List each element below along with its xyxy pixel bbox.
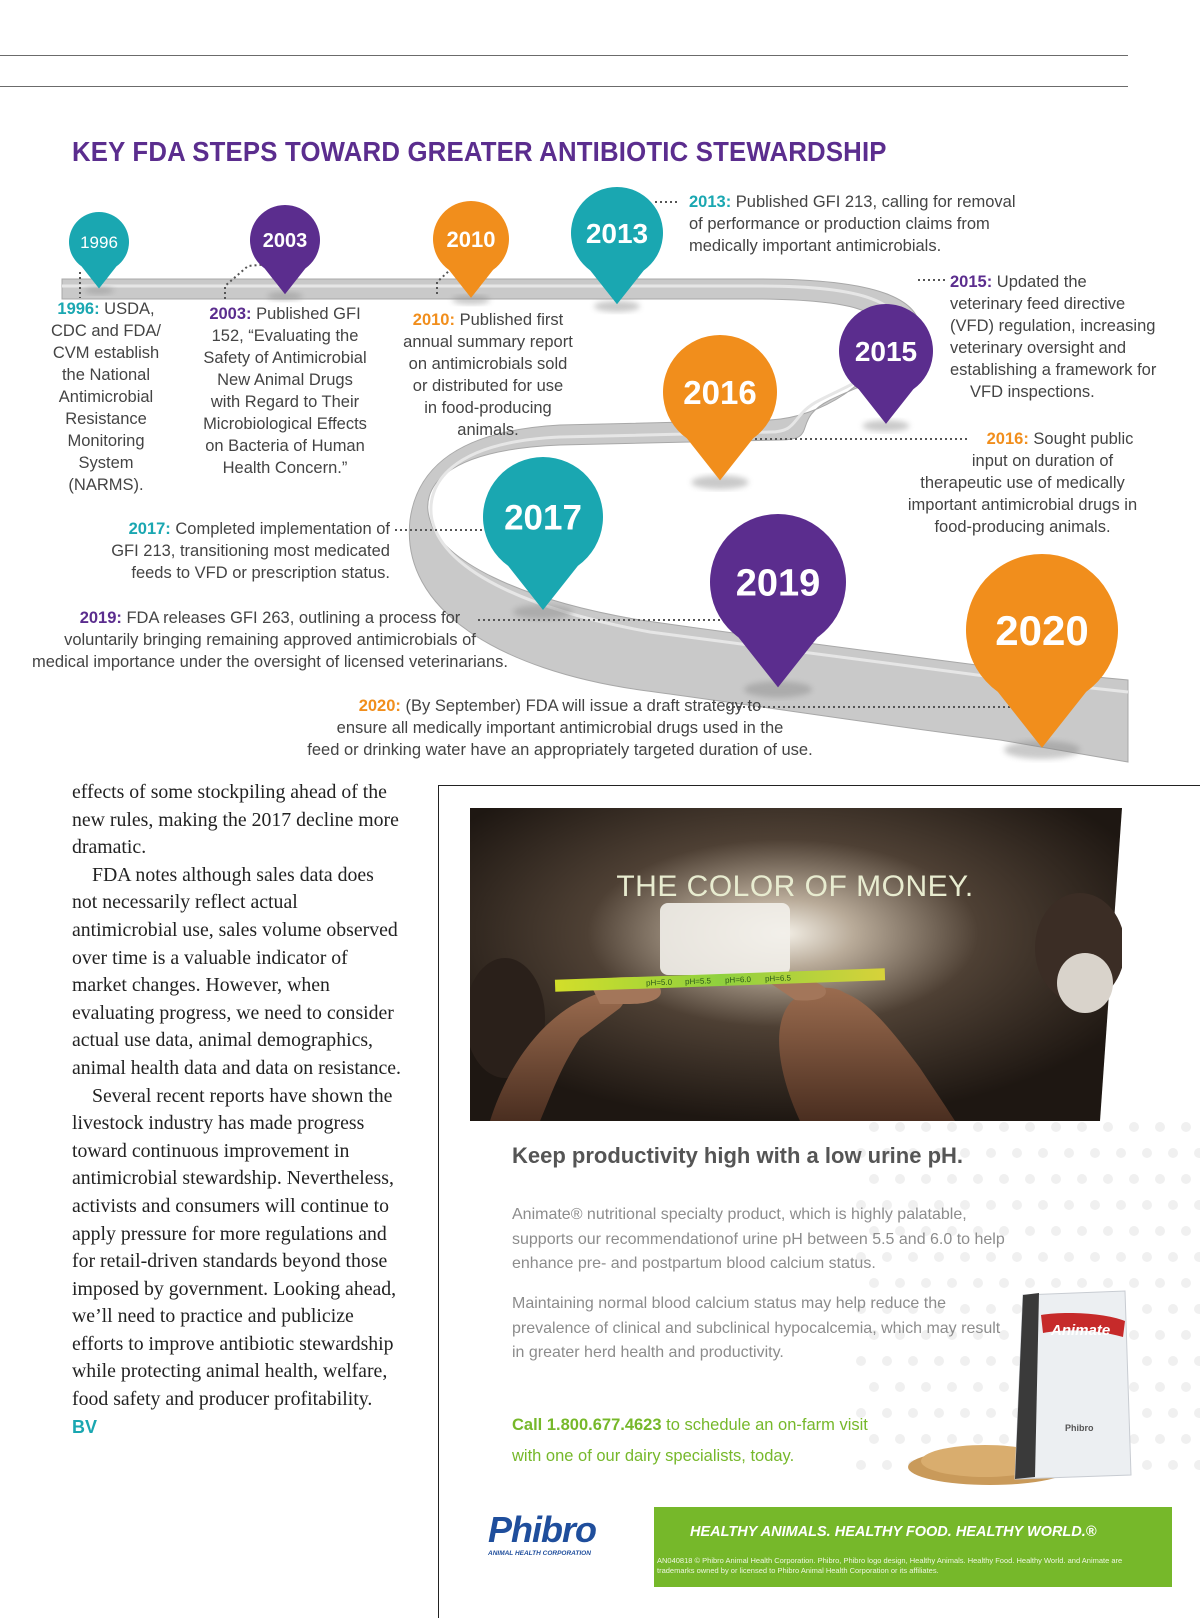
ad-cta-text: to schedule an on-farm visit <box>661 1416 868 1434</box>
hands-ph-strip-photo <box>470 808 1122 1121</box>
pin-year-label: 2013 <box>585 218 649 250</box>
ad-body-2: Maintaining normal blood calcium status may help reduce the prevalence of clinical and subclinical hypocalcemia, which may result in greater herd health and productivity. <box>512 1295 1001 1361</box>
phibro-logo-subtitle: ANIMAL HEALTH CORPORATION <box>488 1550 591 1557</box>
event-2003-text: Published GFI <box>251 305 361 323</box>
event-1996-year: 1996: <box>57 300 100 318</box>
animate-product-bag <box>905 1285 1135 1485</box>
ad-photo <box>470 808 1122 1121</box>
event-2015-year: 2015: <box>950 273 993 291</box>
event-2015-text: VFD inspections. <box>970 383 1095 401</box>
event-2010-text: annual summary report <box>403 333 573 351</box>
ad-subhead: Keep productivity high with a low urine pH. <box>512 1143 964 1168</box>
event-2016-text: Sought public <box>1028 430 1134 448</box>
strip-label: pH=6.5 <box>764 973 792 984</box>
event-2019-year: 2019: <box>79 609 122 627</box>
event-2010-text: or distributed for use <box>412 377 564 395</box>
event-2016-text: food-producing animals. <box>934 518 1111 536</box>
bag-maker-label: Phibro <box>1065 1423 1094 1433</box>
event-2013 <box>689 191 1049 257</box>
event-2015-text: veterinary oversight and <box>950 339 1127 357</box>
event-2015-text: (VFD) regulation, increasing <box>950 317 1156 335</box>
event-2016-year: 2016: <box>986 430 1029 448</box>
article-body <box>72 779 402 1441</box>
event-2017-text: Completed implementation of <box>170 520 390 538</box>
event-2020-text: feed or drinking water have an appropriately targeted duration of use. <box>307 741 813 759</box>
event-2013-text: medically important antimicrobials. <box>689 237 942 255</box>
ad-headline: THE COLOR OF MONEY. <box>616 870 974 903</box>
event-2003-text: on Bacteria of Human <box>205 437 365 455</box>
pin-year-label: 2010 <box>446 226 496 252</box>
event-2019 <box>30 607 510 673</box>
event-2010-text: in food-producing <box>424 399 552 417</box>
event-2003-text: New Animal Drugs <box>217 371 353 389</box>
event-2010 <box>388 309 588 441</box>
event-2013-text: Published GFI 213, calling for removal <box>731 193 1016 211</box>
event-2015 <box>950 271 1190 403</box>
phibro-logo <box>488 1510 648 1570</box>
pin-year-label: 2020 <box>995 607 1089 655</box>
pin-year-label: 2017 <box>504 498 582 538</box>
event-2013-year: 2013: <box>689 193 732 211</box>
ad-cta-text: with one of our dairy specialists, today. <box>512 1447 795 1465</box>
event-2003 <box>190 303 380 479</box>
event-1996-text: Monitoring <box>67 432 145 450</box>
event-2003-year: 2003: <box>209 305 252 323</box>
pin-year-label: 2003 <box>262 230 308 253</box>
event-2017-text: GFI 213, transitioning most medicated <box>111 542 390 560</box>
event-2017-text: feeds to VFD or prescription status. <box>131 564 390 582</box>
event-2020-year: 2020: <box>358 697 401 715</box>
event-1996-text: (NARMS). <box>68 476 144 494</box>
event-2015-text: establishing a framework for <box>950 361 1157 379</box>
event-2010-year: 2010: <box>412 311 455 329</box>
ad-slogan: HEALTHY ANIMALS. HEALTHY FOOD. HEALTHY WORLD.® <box>690 1524 1097 1540</box>
event-2010-text: on antimicrobials sold <box>408 355 568 373</box>
event-1996-text: System <box>78 454 134 472</box>
event-2016-text: therapeutic use of medically <box>920 474 1125 492</box>
bag-brand-label: Animate <box>1051 1322 1111 1339</box>
pin-year-label: 2015 <box>854 336 918 368</box>
event-2020-text: ensure all medically important antimicrobial drugs used in the <box>336 719 784 737</box>
event-2015-text: veterinary feed directive <box>950 295 1126 313</box>
event-2003-text: Microbiological Effects <box>203 415 367 433</box>
pin-year-label: 1996 <box>80 233 118 253</box>
event-2017 <box>90 518 390 584</box>
event-1996-text: Antimicrobial <box>58 388 154 406</box>
ad-call-to-action <box>512 1410 932 1472</box>
event-2003-text: with Regard to Their <box>210 393 360 411</box>
ad-fine-print: AN040818 © Phibro Animal Health Corporation. Phibro, Phibro logo design, Healthy Animals. Healthy Food. Healthy World. and Animate are trademarks owned by or licensed to Phibro Animal Health Corporation or its affiliates. <box>657 1556 1123 1575</box>
signoff-mark: BV <box>72 1416 98 1437</box>
event-2016-text: important antimicrobial drugs in <box>907 496 1138 514</box>
pin-year-label: 2016 <box>683 373 757 411</box>
ad-phone-number[interactable]: Call 1.800.677.4623 <box>512 1416 662 1434</box>
event-1996-text: CVM establish <box>52 344 160 362</box>
event-2010-text: animals. <box>457 421 519 439</box>
event-2020 <box>290 695 830 761</box>
article-paragraph <box>72 1083 402 1442</box>
event-1996-text: USDA, <box>99 300 155 318</box>
slogan-bar <box>654 1507 1172 1587</box>
event-2003-text: Health Concern.” <box>222 459 348 477</box>
event-2016-text: input on duration of <box>971 452 1114 470</box>
event-2013-text: of performance or production claims from <box>689 215 990 233</box>
event-2010-text: Published first <box>454 311 564 329</box>
event-2019-text: voluntarily bringing remaining approved antimicrobials of <box>64 631 476 649</box>
event-1996-text: CDC and FDA/ <box>50 322 162 340</box>
ad-body-1: Animate® nutritional specialty product, which is highly palatable, supports our recommendationof urine pH between 5.5 and 6.0 to help enhance pre- and postpartum blood calcium status. <box>512 1206 1005 1272</box>
strip-label: pH=5.0 <box>645 977 673 988</box>
article-paragraph: effects of some stockpiling ahead of the new rules, making the 2017 decline more dramatic. <box>72 781 399 859</box>
event-2020-text: (By September) FDA will issue a draft strategy to <box>400 697 762 715</box>
event-2003-text: Safety of Antimicrobial <box>203 349 367 367</box>
event-1996 <box>40 298 172 496</box>
phibro-logo-name: Phibro <box>488 1509 596 1550</box>
event-2017-year: 2017: <box>128 520 171 538</box>
event-2019-text: medical importance under the oversight of licensed veterinarians. <box>31 653 508 671</box>
strip-label: pH=6.0 <box>724 974 752 985</box>
event-2019-text: FDA releases GFI 263, outlining a process for <box>121 609 461 627</box>
strip-label: pH=5.5 <box>684 976 712 987</box>
event-2016 <box>895 428 1150 538</box>
event-1996-text: the National <box>61 366 151 384</box>
event-1996-text: Resistance <box>65 410 147 428</box>
event-2015-text: Updated the <box>992 273 1087 291</box>
event-2003-text: 152, “Evaluating the <box>211 327 359 345</box>
infographic-title: KEY FDA STEPS TOWARD GREATER ANTIBIOTIC STEWARDSHIP <box>72 136 887 167</box>
article-paragraph: FDA notes although sales data does not necessarily reflect actual antimicrobial use, sales volume observed over time is a valuable indicator of market changes. However, when evaluating progress, we need to consider actual use data, animal demographics, animal health data and data on resistance. <box>72 863 401 1079</box>
article-paragraph-text: Several recent reports have shown the livestock industry has made progress toward continuous improvement in antimicrobial stewardship. Nevertheless, activists and consumers will continue to apply pressure for more regulations and for retail-driven standards beyond those imposed by government. Looking ahead, we’ll need to practice and publicize efforts to improve antibiotic stewardship while protecting animal health, welfare, food safety and producer profitability. <box>72 1084 397 1411</box>
pin-year-label: 2019 <box>735 562 821 605</box>
